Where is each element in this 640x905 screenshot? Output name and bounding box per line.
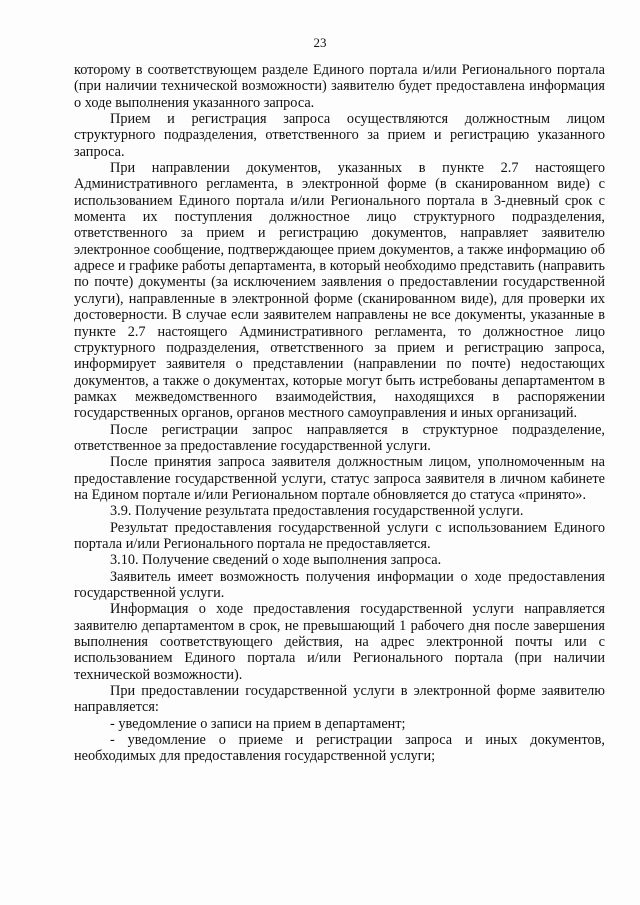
paragraph-continuation: которому в соответствующем разделе Единого портала и/или Регионального портала (при наличии технической возможности) заявителю будет предоставлена информация о ходе выполнения указанного запроса. <box>74 62 605 111</box>
section-heading-3-9: 3.9. Получение результата предоставления государственной услуги. <box>110 503 524 520</box>
paragraph-progress-info: Информация о ходе предоставления государственной услуги направляется заявителю департаментом в срок, не превышающий 1 рабочего дня после завершения выполнения соответствующего действия, на адрес электронной почты или с использованием Единого портала и/или Регионального портала (при наличии технической возможности). <box>74 601 605 683</box>
paragraph-after-registration: После регистрации запрос направляется в структурное подразделение, ответственное за предоставление государственной услуги. <box>74 421 605 454</box>
page-number: 23 <box>313 35 327 50</box>
list-item: - уведомление о приеме и регистрации запроса и иных документов, необходимых для предоставления государственной услуги; <box>74 732 605 765</box>
paragraph-reception-registration: Прием и регистрация запроса осуществляются должностным лицом структурного подразделения, ответственного за прием и регистрацию указанного запроса. <box>74 111 605 160</box>
paragraph-request-status: После принятия запроса заявителя должностным лицом, уполномоченным на предоставление государственной услуги, статус запроса заявителя в личном кабинете на Едином портале и/или Региональном портале обновляется до статуса «принято». <box>74 454 605 503</box>
document-body <box>74 62 605 765</box>
paragraph-electronic-documents: При направлении документов, указанных в пункте 2.7 настоящего Административного регламента, в электронной форме (в сканированном виде) с использованием Единого портала и/или Регионального портала в 3-дневный срок с момента их поступления должностное лицо структурного подразделения, ответственного за прием и регистрацию документов, направляет заявителю электронное сообщение, подтверждающее прием документов, а также информацию об адресе и графике работы департамента, в который необходимо представить (направить по почте) документы (за исключением заявления о предоставлении государственной услуги), направленные в электронной форме (сканированном виде), для проверки их достоверности. В случае если заявителем направлены не все документы, указанные в пункте 2.7 настоящего Административного регламента, то должностное лицо структурного подразделения, ответственного за прием и регистрацию запроса, информирует заявителя о представлении (направлении по почте) недостающих документов, а также о документах, которые могут быть истребованы департаментом в рамках межведомственного взаимодействия, находящихся в распоряжении государственных органов, органов местного самоуправления и иных организаций. <box>74 160 605 422</box>
paragraph-notifications-intro: При предоставлении государственной услуги в электронной форме заявителю направляется: <box>74 683 605 716</box>
section-heading-3-10: 3.10. Получение сведений о ходе выполнения запроса. <box>110 552 442 569</box>
paragraph-result-not-provided: Результат предоставления государственной услуги с использованием Единого портала и/или Регионального портала не предоставляется. <box>74 519 605 552</box>
paragraph-applicant-possibility: Заявитель имеет возможность получения информации о ходе предоставления государственной услуги. <box>74 568 605 601</box>
list-item: - уведомление о записи на прием в департамент; <box>110 715 406 732</box>
